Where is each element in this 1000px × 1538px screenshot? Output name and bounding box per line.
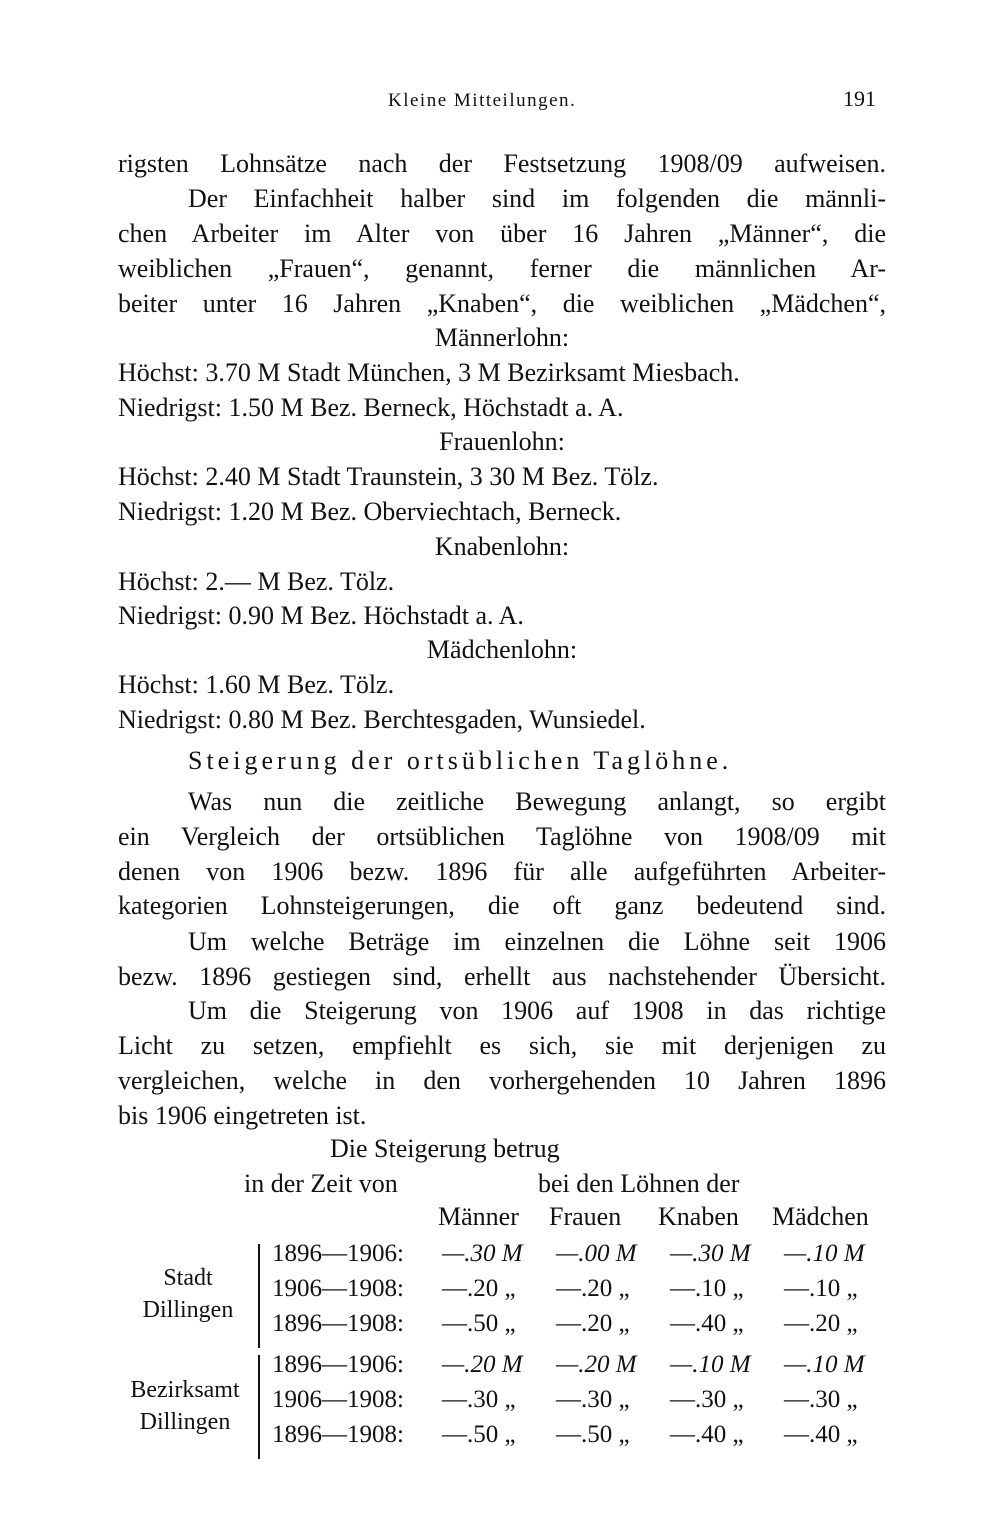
column-header: Knaben: [658, 1202, 739, 1231]
group-label-line: Bezirksamt: [130, 1377, 240, 1403]
table-cell: 1906—1908:: [272, 1386, 404, 1413]
table-cell: —.20 M: [556, 1351, 637, 1378]
text-line: Der Einfachheit halber sind im folgenden die männli-: [188, 184, 886, 213]
text-line: Niedrigst: 1.50 M Bez. Berneck, Höchstadt a. A.: [118, 393, 624, 422]
group-label: [118, 1262, 258, 1326]
subheading: Mädchenlohn:: [426, 635, 578, 664]
text-line: Höchst: 2.— M Bez. Tölz.: [118, 567, 395, 596]
table-cell: —.20 „: [556, 1310, 630, 1337]
table-cell: —.20 „: [784, 1310, 858, 1337]
table-caption: Die Steigerung betrug: [330, 1134, 560, 1163]
table-cell: 1896—1906:: [272, 1351, 404, 1378]
group-label-line: Dillingen: [139, 1409, 231, 1435]
brace: [258, 1355, 260, 1459]
text-line: Niedrigst: 1.20 M Bez. Oberviechtach, Berneck.: [118, 497, 622, 526]
table-cell: —.50 „: [442, 1421, 516, 1448]
text-line: weiblichen „Frauen“, genannt, ferner die männlichen Ar-: [118, 254, 886, 283]
table-cell: 1896—1906:: [272, 1240, 404, 1267]
table-cell: —.50 „: [442, 1310, 516, 1337]
table-cell: —.10 M: [784, 1240, 865, 1267]
text-line: Höchst: 2.40 M Stadt Traunstein, 3 30 M Bez. Tölz.: [118, 462, 659, 491]
table-cell: —.30 M: [670, 1240, 751, 1267]
table-cell: —.10 M: [784, 1351, 865, 1378]
group-label: [112, 1374, 258, 1438]
text-line: ein Vergleich der ortsüblichen Taglöhne von 1908/09 mit: [118, 822, 886, 851]
table-cell: —.50 „: [556, 1421, 630, 1448]
text-line: kategorien Lohnsteigerungen, die oft ganz bedeutend sind.: [118, 891, 886, 920]
table-cell: —.30 M: [442, 1240, 523, 1267]
subheading: Knabenlohn:: [434, 532, 570, 561]
table-cell: —.20 „: [442, 1275, 516, 1302]
table-cell: —.10 „: [784, 1275, 858, 1302]
table-cell: —.20 „: [556, 1275, 630, 1302]
table-cell: —.00 M: [556, 1240, 637, 1267]
table-cell: —.10 M: [670, 1351, 751, 1378]
text-line: Um die Steigerung von 1906 auf 1908 in das richtige: [188, 996, 886, 1025]
section-heading: Steigerung der ortsüblichen Taglöhne.: [188, 746, 733, 775]
table-cell: —.20 M: [442, 1351, 523, 1378]
subheading: Frauenlohn:: [439, 427, 565, 456]
column-header: Frauen: [549, 1202, 622, 1231]
text-line: Höchst: 3.70 M Stadt München, 3 M Bezirksamt Miesbach.: [118, 358, 740, 387]
table-cell: —.40 „: [670, 1310, 744, 1337]
table-cell: —.30 „: [442, 1386, 516, 1413]
table-cell: 1896—1908:: [272, 1421, 404, 1448]
column-header: Männer: [438, 1202, 519, 1231]
table-cell: 1906—1908:: [272, 1275, 404, 1302]
brace: [258, 1244, 260, 1348]
table-cell: 1896—1908:: [272, 1310, 404, 1337]
table-cell: —.30 „: [556, 1386, 630, 1413]
text-line: chen Arbeiter im Alter von über 16 Jahren „Männer“, die: [118, 219, 886, 248]
text-line: Niedrigst: 0.80 M Bez. Berchtesgaden, Wunsiedel.: [118, 705, 646, 734]
table-caption: in der Zeit von: [244, 1169, 398, 1198]
text-line: bis 1906 eingetreten ist.: [118, 1101, 367, 1130]
text-line: Niedrigst: 0.90 M Bez. Höchstadt a. A.: [118, 601, 524, 630]
column-header: Mädchen: [772, 1202, 869, 1231]
table-cell: —.10 „: [670, 1275, 744, 1302]
table-caption: bei den Löhnen der: [538, 1169, 740, 1198]
table-cell: —.40 „: [670, 1421, 744, 1448]
text-line: rigsten Lohnsätze nach der Festsetzung 1908/09 aufweisen.: [118, 149, 886, 178]
text-line: denen von 1906 bezw. 1896 für alle aufgeführten Arbeiter-: [118, 857, 886, 886]
subheading: Männerlohn:: [434, 323, 570, 352]
table-cell: —.30 „: [784, 1386, 858, 1413]
group-label-line: Dillingen: [142, 1297, 234, 1323]
text-line: bezw. 1896 gestiegen sind, erhellt aus nachstehender Übersicht.: [118, 962, 886, 991]
text-line: Was nun die zeitliche Bewegung anlangt, so ergibt: [188, 787, 886, 816]
text-line: Licht zu setzen, empfiehlt es sich, sie mit derjenigen zu: [118, 1031, 886, 1060]
running-header: Kleine Mitteilungen.: [388, 90, 577, 111]
page-number: 191: [843, 86, 876, 111]
text-line: Um welche Beträge im einzelnen die Löhne seit 1906: [188, 927, 886, 956]
text-line: beiter unter 16 Jahren „Knaben“, die weiblichen „Mädchen“,: [118, 289, 886, 318]
group-label-line: Stadt: [163, 1265, 213, 1291]
text-line: Höchst: 1.60 M Bez. Tölz.: [118, 670, 395, 699]
text-line: vergleichen, welche in den vorhergehenden 10 Jahren 1896: [118, 1066, 886, 1095]
table-cell: —.30 „: [670, 1386, 744, 1413]
table-cell: —.40 „: [784, 1421, 858, 1448]
